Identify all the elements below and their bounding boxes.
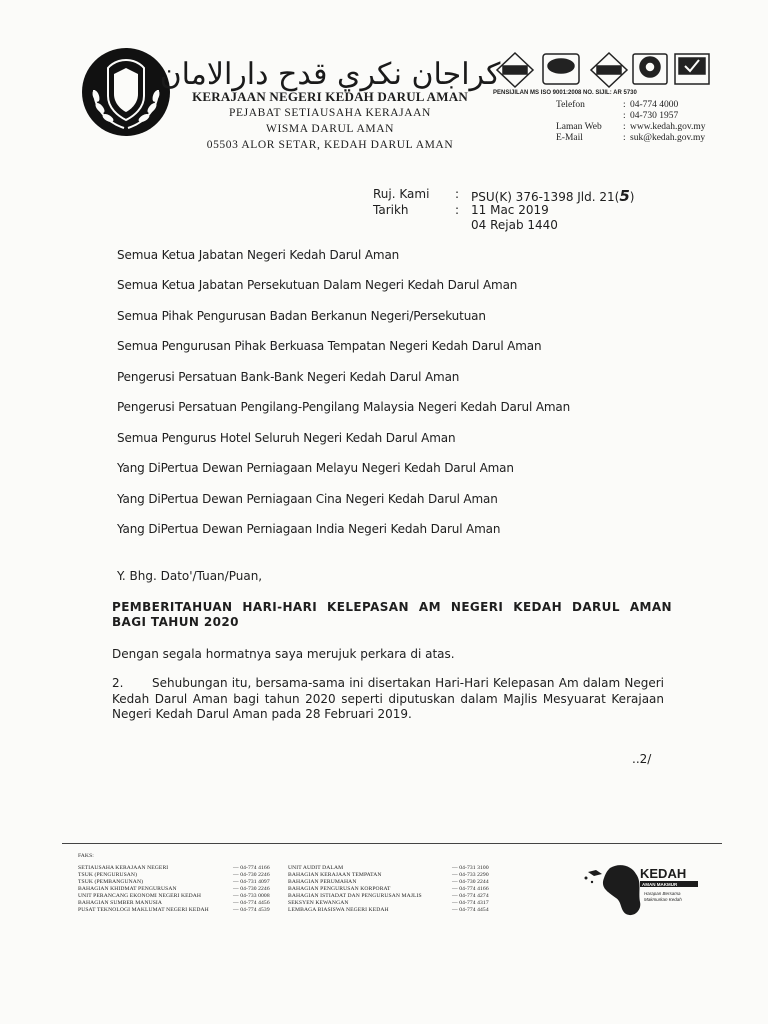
fax-row: BAHAGIAN PENGURUSAN KORPORAT — 04-774 4166 bbox=[288, 886, 489, 892]
certification-caption: PENSIJILAN MS ISO 9001:2008 NO. SIJIL: AR 5730 bbox=[493, 90, 637, 96]
ref-number: PSU(K) 376-1398 Jld. 21( bbox=[471, 190, 620, 204]
cert-logo-1 bbox=[497, 53, 533, 87]
certification-logos bbox=[493, 50, 713, 90]
fax-row: LEMBAGA BIASISWA NEGERI KEDAH — 04-774 4454 bbox=[288, 907, 489, 913]
cert-logo-3 bbox=[591, 53, 627, 87]
cert-logo-4 bbox=[633, 54, 667, 84]
contact-block bbox=[556, 100, 756, 150]
fax-label: FAKS: bbox=[78, 853, 94, 859]
ref-handwritten-number: 5 bbox=[619, 187, 630, 205]
recipient-item: Semua Pengurusan Pihak Berkuasa Tempatan Negeri Kedah Darul Aman bbox=[117, 339, 542, 353]
recipient-item: Semua Ketua Jabatan Persekutuan Dalam Negeri Kedah Darul Aman bbox=[117, 278, 518, 292]
recipient-item: Semua Pengurus Hotel Seluruh Negeri Kedah Darul Aman bbox=[117, 431, 456, 445]
fax-row: BAHAGIAN PERUMAHAN — 04-730 2244 bbox=[288, 879, 489, 885]
recipient-item: Yang DiPertua Dewan Perniagaan Cina Negeri Kedah Darul Aman bbox=[117, 492, 498, 506]
fax-row: TSUK (PEMBANGUNAN) — 04-731 4097 bbox=[78, 879, 270, 885]
cert-logo-5 bbox=[675, 54, 709, 84]
fax-row: PUSAT TEKNOLOGI MAKLUMAT NEGERI KEDAH — 04-774 4539 bbox=[78, 907, 270, 913]
fax-row: BAHAGIAN KHIDMAT PENGURUSAN — 04-730 2246 bbox=[78, 886, 270, 892]
contact-row-phone-1: Telefon : 04-774 4000 bbox=[556, 100, 679, 110]
svg-text:Makmurkan Kedah: Makmurkan Kedah bbox=[644, 897, 682, 902]
paragraph-number: 2. bbox=[112, 676, 124, 690]
org-address-block bbox=[180, 89, 480, 153]
fax-row: SETIAUSAHA KERAJAAN NEGERI — 04-774 4166 bbox=[78, 865, 270, 871]
paragraph-2 bbox=[112, 676, 664, 723]
fax-row: BAHAGIAN SUMBER MANUSIA — 04-774 4456 bbox=[78, 900, 270, 906]
continuation-page-mark: ..2/ bbox=[632, 752, 652, 766]
svg-text:AMAN MAKMUR: AMAN MAKMUR bbox=[642, 882, 678, 887]
ref-row-tarikh: Tarikh : 11 Mac 2019 bbox=[373, 203, 549, 217]
recipient-item: Pengerusi Persatuan Pengilang-Pengilang Malaysia Negeri Kedah Darul Aman bbox=[117, 400, 571, 414]
recipient-item: Yang DiPertua Dewan Perniagaan Melayu Negeri Kedah Darul Aman bbox=[117, 461, 514, 475]
ref-row-ruj: Ruj. Kami : PSU(K) 376-1398 Jld. 21(5) bbox=[373, 187, 635, 205]
salutation: Y. Bhg. Dato'/Tuan/Puan, bbox=[117, 569, 263, 583]
fax-directory bbox=[78, 853, 498, 928]
svg-text:KEDAH: KEDAH bbox=[640, 866, 687, 881]
contact-row-phone-2: : 04-730 1957 bbox=[623, 111, 679, 121]
address-line-1: PEJABAT SETIAUSAHA KERAJAAN bbox=[229, 107, 431, 119]
footer-divider bbox=[62, 843, 722, 844]
date-hijri: 04 Rejab 1440 bbox=[471, 218, 558, 232]
letter-subject: PEMBERITAHUAN HARI-HARI KELEPASAN AM NEGERI KEDAH DARUL AMAN BAGI TAHUN 2020 bbox=[112, 600, 672, 629]
website-link[interactable]: www.kedah.gov.my bbox=[630, 122, 706, 132]
paragraph-1: Dengan segala hormatnya saya merujuk perkara di atas. bbox=[112, 647, 455, 661]
fax-row: TSUK (PENGURUSAN) — 04-730 2246 bbox=[78, 872, 270, 878]
fax-column-right bbox=[288, 865, 498, 925]
fax-column-left bbox=[78, 865, 278, 925]
date-gregorian: 11 Mac 2019 bbox=[471, 203, 549, 217]
recipient-item: Semua Ketua Jabatan Negeri Kedah Darul Aman bbox=[117, 248, 400, 262]
contact-row-email: E-Mail : suk@kedah.gov.my bbox=[556, 133, 706, 143]
fax-row: BAHAGIAN KERAJAAN TEMPATAN — 04-733 2290 bbox=[288, 872, 489, 878]
fax-row: UNIT PERANCANG EKONOMI NEGERI KEDAH — 04-733 0008 bbox=[78, 893, 270, 899]
kedah-aman-makmur-logo bbox=[580, 858, 715, 920]
svg-text:Harapan Bersama: Harapan Bersama bbox=[644, 891, 681, 896]
recipient-item: Yang DiPertua Dewan Perniagaan India Negeri Kedah Darul Aman bbox=[117, 522, 501, 536]
jawi-title bbox=[159, 50, 501, 92]
recipient-item: Semua Pihak Pengurusan Badan Berkanun Negeri/Persekutuan bbox=[117, 309, 486, 323]
org-name: KERAJAAN NEGERI KEDAH DARUL AMAN bbox=[192, 89, 468, 104]
paragraph-2-text: Sehubungan itu, bersama-sama ini disertakan Hari-Hari Kelepasan Am dalam Negeri Kedah Darul Aman bagi tahun 2020 seperti diputuskan dalam Majlis Mesyuarat Kerajaan Negeri Kedah Darul Aman pada 28 Februari 2019. bbox=[112, 676, 664, 721]
fax-row: UNIT AUDIT DALAM — 04-731 3100 bbox=[288, 865, 489, 871]
recipient-item: Pengerusi Persatuan Bank-Bank Negeri Kedah Darul Aman bbox=[117, 370, 460, 384]
fax-row: SEKSYEN KEWANGAN — 04-774 4317 bbox=[288, 900, 489, 906]
state-crest-emblem bbox=[80, 46, 172, 138]
fax-row: BAHAGIAN ISTIADAT DAN PENGURUSAN MAJLIS — 04-774 4274 bbox=[288, 893, 489, 899]
ref-row-hijri bbox=[373, 218, 703, 234]
email-link[interactable]: suk@kedah.gov.my bbox=[630, 133, 706, 143]
address-line-3: 05503 ALOR SETAR, KEDAH DARUL AMAN bbox=[206, 139, 454, 151]
cert-logo-2 bbox=[543, 54, 579, 84]
address-line-2: WISMA DARUL AMAN bbox=[265, 123, 394, 135]
svg-text:كراجان نكري قدح دارالامان: كراجان نكري قدح دارالامان bbox=[159, 57, 501, 92]
contact-row-website: Laman Web : www.kedah.gov.my bbox=[556, 122, 706, 132]
